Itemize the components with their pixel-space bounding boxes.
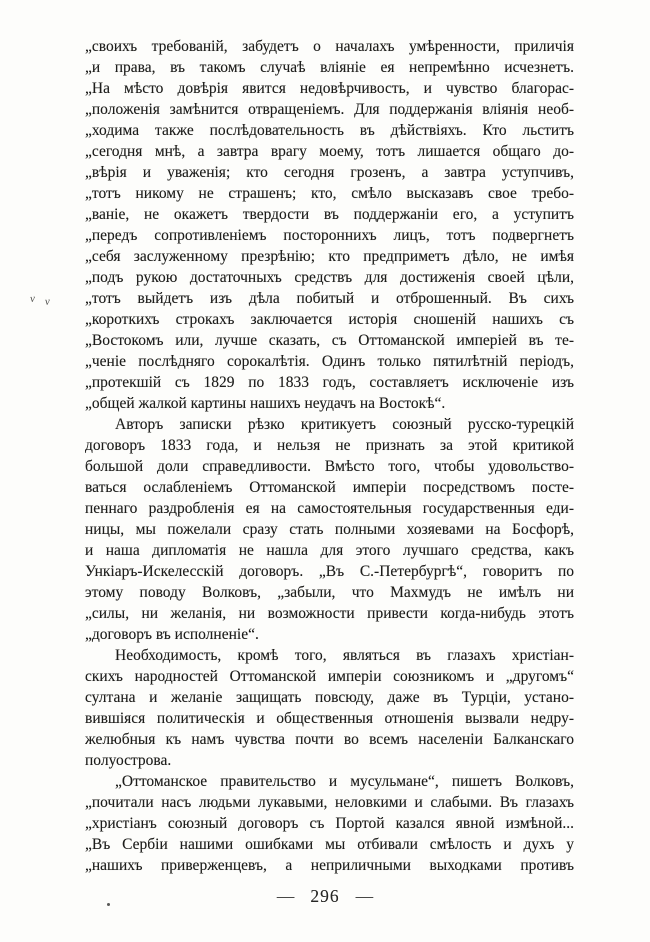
- text-line: „вѣрія и уваженія; кто сегодня грозенъ, а завтра уступчивъ,: [85, 164, 574, 181]
- text-line: „Въ Сербіи нашими ошибками мы отбивали смѣлость и духъ у: [85, 836, 574, 853]
- text-line: „и права, въ такомъ случаѣ вліяніе ея непремѣнно исчезнетъ.: [85, 59, 574, 76]
- text-line: этому поводу Волковъ, „забыли, что Махмудъ не имѣлъ ни: [85, 584, 574, 601]
- page-number: 296: [310, 886, 340, 906]
- text-line: „себя заслуженному презрѣнію; кто предприметъ дѣло, не имѣя: [85, 248, 574, 265]
- text-line: пеннаго раздробленія ея на самостоятельныя государственныя еди-: [85, 500, 574, 517]
- text-line: „протекшій съ 1829 по 1833 годъ, составляетъ исключеніе изъ: [85, 374, 574, 391]
- text-line: „христіанъ союзный договоръ съ Портой казался явной измѣной...: [85, 815, 574, 832]
- text-line: „общей жалкой картины нашихъ неудачъ на Востокѣ“.: [85, 395, 446, 412]
- text-line: „ваніе, не окажетъ твердости въ поддержаніи его, а уступитъ: [85, 206, 574, 223]
- margin-mark-1: v: [29, 292, 41, 305]
- text-line: „нашихъ приверженцевъ, а неприличными выходками противъ: [85, 857, 574, 874]
- text-line: Авторъ записки рѣзко критикуетъ союзный русско-турецкій: [115, 416, 574, 433]
- text-line: Необходимость, кромѣ того, являться въ глазахъ христіан-: [115, 647, 574, 664]
- text-line: скихъ народностей Оттоманской имперіи союзникомъ и „другомъ“: [85, 668, 574, 685]
- text-line: султана и желаніе защищать повсюду, даже въ Турціи, устано-: [85, 689, 574, 706]
- text-line: „подъ рукою достаточныхъ средствъ для достиженія своей цѣли,: [85, 269, 574, 286]
- footer-dash-left: —: [276, 886, 295, 906]
- footer-dash-right: —: [355, 886, 374, 906]
- text-line: „Оттоманское правительство и мусульмане“, пишетъ Волковъ,: [115, 773, 574, 790]
- text-line: „силы, ни желанія, ни возможности привести когда-нибудь этотъ: [85, 605, 574, 622]
- text-line: ницы, мы пожелали сразу стать полными хозяевами на Босфорѣ,: [85, 521, 574, 538]
- text-line: „своихъ требованій, забудетъ о началахъ умѣренности, приличія: [85, 38, 574, 55]
- text-line: „сегодня мнѣ, а завтра врагу моему, тотъ лишается общаго до-: [85, 143, 574, 160]
- text-line: и наша дипломатія не нашла для этого лучшаго средства, какъ: [85, 542, 574, 559]
- text-line: ваться ослабленіемъ Оттоманской имперіи посредствомъ посте-: [85, 479, 574, 496]
- text-line: „ченіе послѣдняго сорокалѣтія. Одинъ только пятилѣтній періодъ,: [85, 353, 574, 370]
- text-line: „договоръ въ исполненіе“.: [85, 626, 259, 643]
- text-line: желюбныя къ намъ чувства почти во всемъ населеніи Балканскаго: [85, 731, 574, 748]
- text-line: „Востокомъ или, лучше сказать, съ Оттоманской имперіей въ те-: [85, 332, 574, 349]
- text-line: Ункіаръ-Искелесскій договоръ. „Въ С.-Петербургѣ“, говоритъ по: [85, 563, 574, 580]
- text-line: вившіяся политическія и общественныя отношенія вызвали недру-: [85, 710, 574, 727]
- body-text: [85, 36, 574, 876]
- margin-mark-2: v: [44, 295, 56, 308]
- page-footer: [0, 886, 650, 907]
- text-line: „передъ сопротивленіемъ постороннихъ лицъ, тотъ подвергнетъ: [85, 227, 574, 244]
- text-line: „тотъ выйдетъ изъ дѣла побитый и отброшенный. Въ сихъ: [85, 290, 574, 307]
- text-line: „короткихъ строкахъ заключается исторія сношеній нашихъ съ: [85, 311, 574, 328]
- text-line: договоръ 1833 года, и нельзя не признать за этой критикой: [85, 437, 574, 454]
- text-line: „положенія замѣнится отвращеніемъ. Для поддержанія вліянія необ-: [85, 101, 574, 118]
- text-line: „На мѣсто довѣрія явится недовѣрчивость, и чувство благорас-: [85, 80, 574, 97]
- text-line: „почитали насъ людьми лукавыми, неловкими и слабыми. Въ глазахъ: [85, 794, 574, 811]
- text-line: „ходима также послѣдовательность въ дѣйствіяхъ. Кто льститъ: [85, 122, 574, 139]
- text-line: полуострова.: [85, 752, 172, 769]
- margin-annotation-handwritten: [29, 291, 58, 308]
- text-line: „тотъ никому не страшенъ; кто, смѣло высказавъ свое требо-: [85, 185, 574, 202]
- text-line: большой доли справедливости. Вмѣсто того, чтобы удовольство-: [85, 458, 574, 475]
